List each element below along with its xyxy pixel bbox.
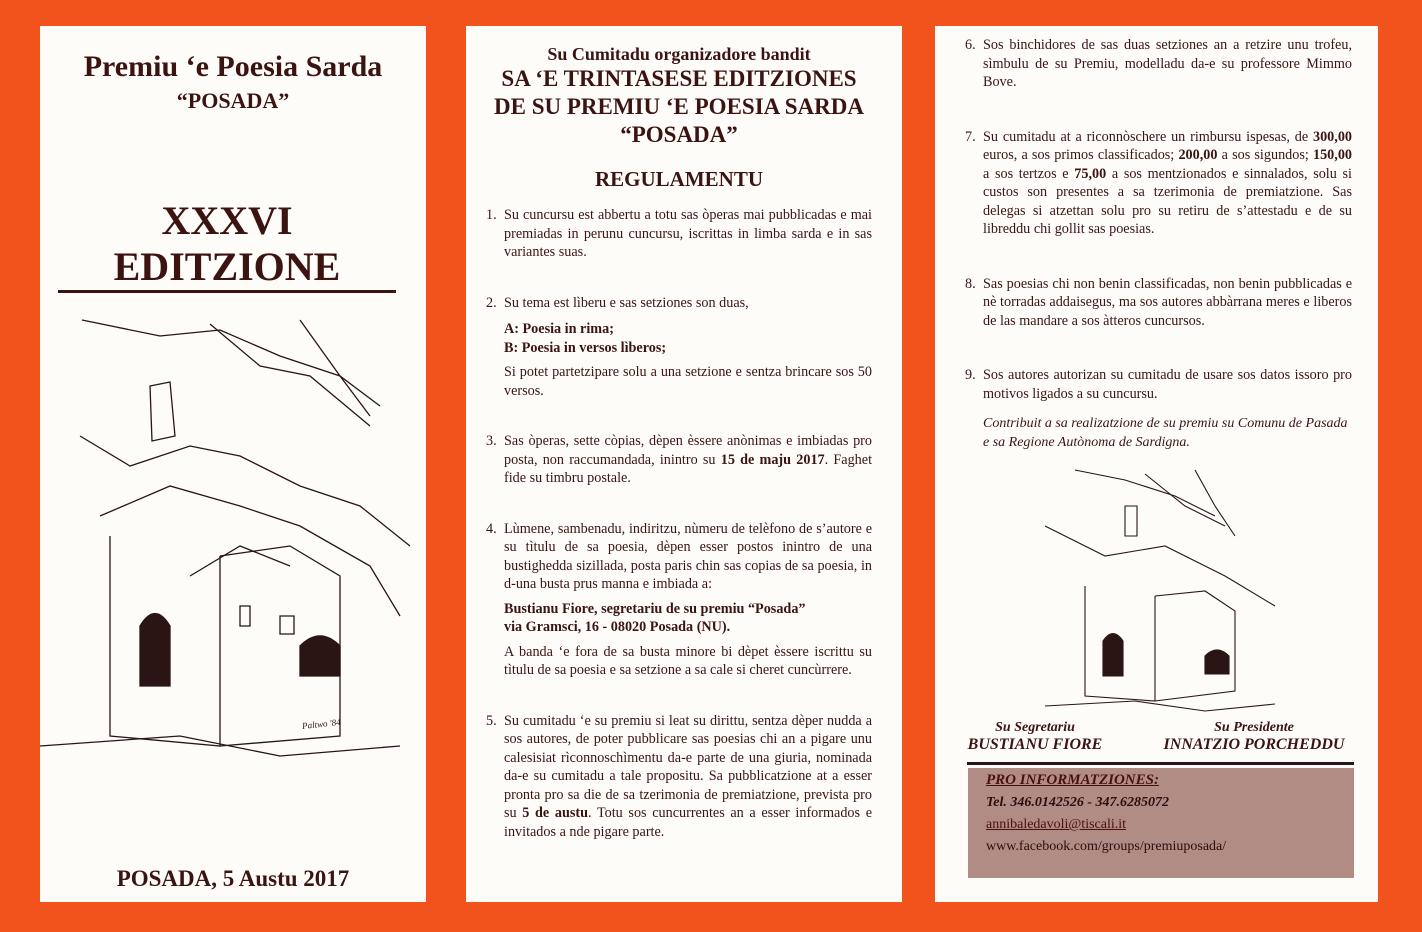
address-name: Bustianu Fiore, segretariu de su premiu “Posada” xyxy=(504,600,806,617)
rules-continued-panel xyxy=(935,26,1378,902)
rule-text: Si potet partetzipare solu a una setzione e sentza brincare sos 50 versos. xyxy=(504,364,872,399)
prize-amount: 75,00 xyxy=(1074,165,1107,182)
rule-text: a sos mentzionados e sinnalados, solu si custos son presentes a sa tzerimonia de premiatzione. Sas delegas si atzettan solu pro su retiru de s’attestadu e de su libreddu chi gollit sas poesias. xyxy=(983,165,1352,237)
heading-line: “POSADA” xyxy=(620,122,738,147)
rule-number: 7. xyxy=(965,128,976,145)
facebook-link[interactable]: www.facebook.com/groups/premiuposada/ xyxy=(986,839,1227,854)
intro-line: Su Cumitadu organizadore bandit xyxy=(547,44,811,64)
rule-item xyxy=(486,432,872,494)
rule-number: 3. xyxy=(486,433,497,449)
cover-panel xyxy=(40,26,426,902)
info-box xyxy=(968,768,1354,878)
cover-title: Premiu ‘e Poesia Sarda xyxy=(83,50,383,83)
event-date: POSADA, 5 Austu 2017 xyxy=(116,866,350,891)
prize-amount: 300,00 xyxy=(1312,128,1352,145)
rule-text: Su cumitadu ‘e su premiu si leat su dirittu, sentza dèper nudda a sos autores, de poter pubblicare sas poesias chi an a pigare unu calesisiat rìconnoschìmentu da-e parte de una giuria, nominada da-e su cumitadu a tale propositu. Sa pubblicatzione at a esser pronta pro sa die de sa tzerimonia de premiatzione, prevista pro su xyxy=(504,712,872,821)
prize-amount: 150,00 xyxy=(1312,147,1352,163)
rule-item xyxy=(965,366,1352,409)
village-illustration-small xyxy=(1045,466,1285,716)
rule-item xyxy=(486,206,872,268)
deadline: 15 de maju 2017 xyxy=(720,451,825,468)
section-b: B: Poesia in versos lìberos; xyxy=(504,339,667,356)
heading-line: DE SU PREMIU ‘E POESIA SARDA xyxy=(494,94,864,119)
rule-item xyxy=(486,294,872,407)
rule-item xyxy=(965,128,1352,245)
rule-number: 9. xyxy=(965,367,976,383)
info-title: PRO INFORMATZIONES: xyxy=(986,772,1159,788)
cover-subtitle: “POSADA” xyxy=(176,88,290,113)
rule-text: Sos autores autorizan su cumitadu de usare sos datos issoro pro motivos ligados a su cuncursu. xyxy=(983,367,1352,402)
divider xyxy=(967,762,1354,765)
rule-text: Lùmene, sambenadu, indiritzu, nùmeru de telèfono de s’autore e su tìtulu de sa poesia, dèpen esser postos inintro de una bustighedda sizillada, posta paris chin sas copias de sa poesia, in d-una busta prus manna e imbiada a: xyxy=(504,520,872,592)
prize-amount: 200,00 xyxy=(1178,147,1218,163)
address-street: via Gramsci, 16 - 08020 Posada (NU). xyxy=(504,619,731,635)
village-illustration xyxy=(40,316,426,776)
rule-text: Su tema est lìberu e sas setziones son duas, xyxy=(504,294,749,311)
edition-title: XXXVI EDITZIONE xyxy=(58,198,396,293)
rule-item xyxy=(486,712,872,848)
section-a: A: Poesia in rima; xyxy=(504,321,614,337)
rule-text: A banda ‘e fora de sa busta minore bi dèpet èssere iscrittu su tìtulu de sa poesia e sa setzione a sa cale si cheret cuncùrrere. xyxy=(504,643,872,678)
rule-text: Sas òperas, sette còpias, dèpen èssere anònimas e imbiadas pro posta, non raccumandada, inintro su xyxy=(504,433,872,468)
rule-text: . Faghet fide su timbru postale. xyxy=(504,451,873,486)
rule-text: a sos sigundos; xyxy=(1217,147,1313,163)
artist-signature: Paltwo '84 xyxy=(301,717,342,731)
rule-text: Su cuncursu est abbertu a totu sas òperas mai pubblicadas e mai premiadas in perunu cuncursu, iscrittas in limba sarda e in sas variantes suas. xyxy=(504,207,872,260)
rule-number: 8. xyxy=(965,275,976,292)
rule-text: a sos tertzos e xyxy=(983,165,1075,182)
rule-number: 5. xyxy=(486,712,497,729)
email-link[interactable]: annibaledavoli@tiscali.it xyxy=(986,817,1127,832)
rule-item xyxy=(965,275,1352,337)
secretary-name: BUSTIANU FIORE xyxy=(967,736,1103,753)
rule-text: . Totu sos cuncurrentes an a esser informados e invitados a nde pigare parte. xyxy=(504,805,872,840)
rule-item xyxy=(486,520,872,686)
rule-text: Su cumitadu at a riconnòschere un rimbursu ispesas, de xyxy=(983,128,1313,145)
president-label: Su Presidente xyxy=(1214,720,1294,735)
rule-text: Sas poesias chi non benin classificadas, non benin pubblicadas e nè torradas addaisegus, ma sos autores abbàrrana meres e liberos de las mandare a sos àtteros cuncursos. xyxy=(983,275,1352,329)
rule-item xyxy=(965,36,1352,98)
ceremony-date: 5 de austu xyxy=(522,805,589,821)
contribution-note: Contribuit a sa realizatzione de su premiu su Comunu de Pasada e sa Regione Autònoma de Sardigna. xyxy=(983,416,1348,450)
rule-number: 6. xyxy=(965,37,976,53)
heading-line: SA ‘E TRINTASESE EDITZIONES xyxy=(501,66,857,91)
rule-number: 2. xyxy=(486,294,497,311)
rule-number: 1. xyxy=(486,207,497,223)
president-name: INNATZIO PORCHEDDU xyxy=(1163,736,1345,753)
rules-panel xyxy=(466,26,902,902)
secretary-label: Su Segretariu xyxy=(995,720,1075,735)
section-title: REGULAMENTU xyxy=(594,167,763,191)
rule-text: Sos binchidores de sas duas setziones an a retzire unu trofeu, sìmbulu de su Premiu, modelladu da-e su professore Mimmo Bove. xyxy=(983,37,1352,90)
rule-number: 4. xyxy=(486,520,497,537)
rule-text: euros, a sos primos classificados; xyxy=(983,147,1179,163)
phone-numbers: Tel. 346.0142526 - 347.6285072 xyxy=(986,795,1170,810)
